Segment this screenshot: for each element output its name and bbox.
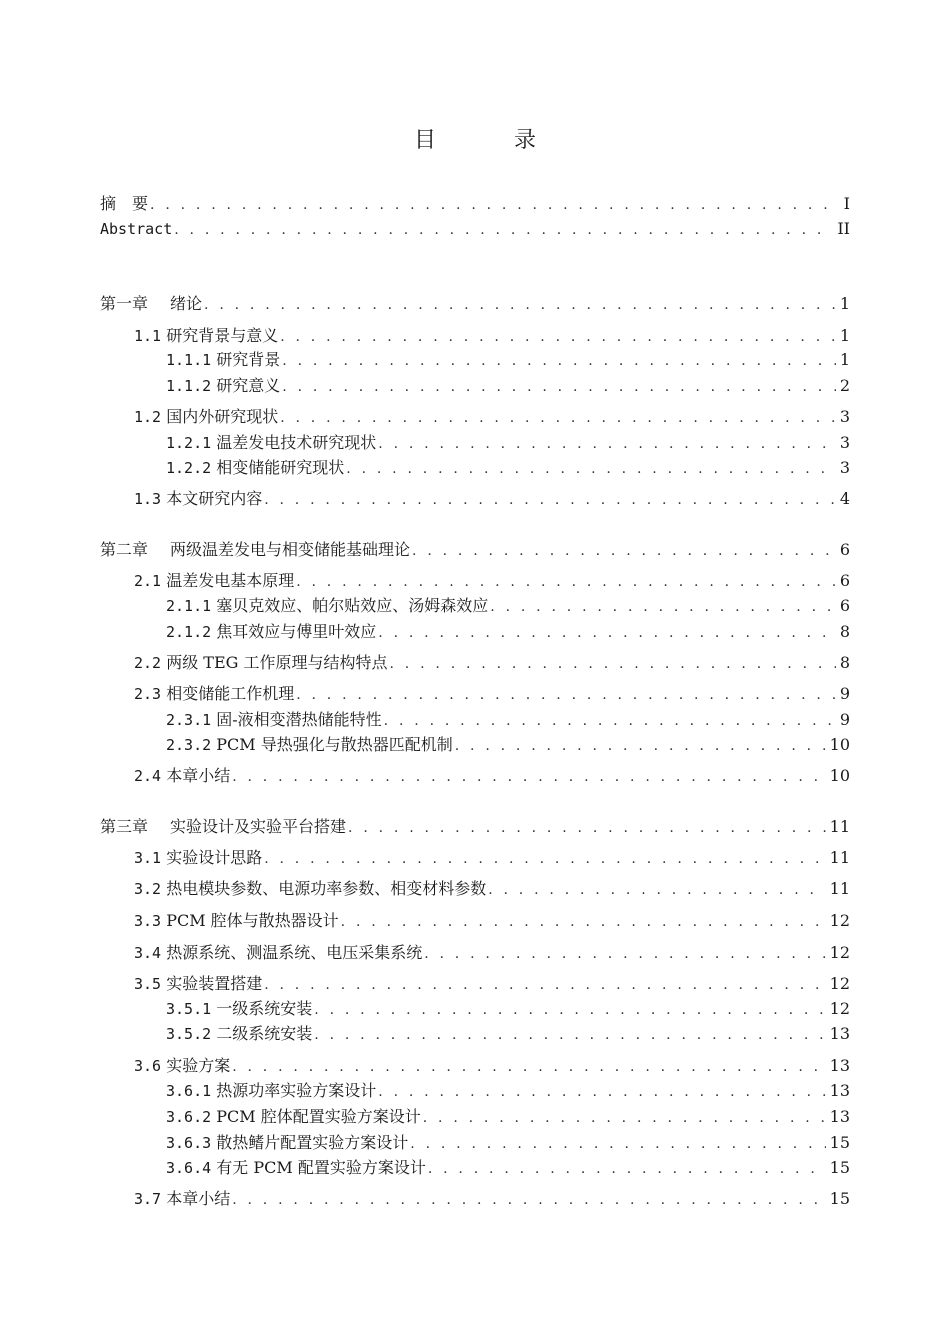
leader-dots — [424, 945, 825, 963]
toc-entry-page: 15 — [829, 1133, 850, 1152]
toc-entry-page: 1 — [839, 350, 850, 369]
toc-entry-page: 6 — [839, 596, 850, 615]
toc-entry-page: 10 — [829, 735, 850, 754]
toc-entry-number: 1.2.2 — [166, 459, 212, 477]
toc-entry-title — [134, 653, 390, 673]
toc-subsection-entry[interactable] — [166, 594, 850, 616]
toc-entry-label: 实验设计及实验平台搭建 — [170, 817, 347, 836]
toc-section-entry[interactable] — [134, 909, 850, 931]
toc-entry-page: 10 — [829, 766, 850, 785]
toc-entry-page: 6 — [839, 540, 850, 559]
toc-entry-label: 固-液相变潜热储能特性 — [216, 710, 382, 729]
toc-entry-title — [100, 817, 348, 837]
leader-dots — [346, 460, 836, 478]
toc-entry-page: 4 — [839, 489, 850, 508]
toc-entry-page: 6 — [839, 571, 850, 590]
leader-dots — [412, 542, 836, 560]
toc-entry-title — [166, 350, 282, 370]
leader-dots — [282, 378, 836, 396]
toc-entry-number: 1.1 — [134, 327, 162, 345]
toc-entry-number: 3.6.4 — [166, 1159, 212, 1177]
toc-subsection-entry[interactable] — [166, 374, 850, 396]
leader-dots — [428, 1160, 826, 1178]
leader-dots — [455, 737, 826, 755]
toc-entry-number: 1.2 — [134, 408, 162, 426]
toc-entry-title — [166, 710, 384, 730]
leader-dots — [296, 686, 836, 704]
toc-entry-title — [166, 999, 314, 1019]
toc-section-entry[interactable] — [134, 941, 850, 963]
toc-entry-number: 2.2 — [134, 654, 162, 672]
toc-entry-title — [134, 911, 341, 931]
leader-dots — [490, 598, 836, 616]
leader-dots — [264, 491, 836, 509]
toc-entry-title — [134, 489, 264, 509]
toc-entry-abstract-cn[interactable] — [100, 192, 850, 214]
leader-dots — [390, 655, 836, 673]
toc-entry-title — [166, 1158, 428, 1178]
leader-dots — [314, 1001, 825, 1019]
toc-entry-page: 13 — [829, 1081, 850, 1100]
toc-entry-title — [166, 1024, 314, 1044]
toc-entry-page: 13 — [829, 1056, 850, 1075]
toc-entry-number: 3.3 — [134, 912, 162, 930]
toc-entry-number: 2.4 — [134, 767, 162, 785]
toc-entry-title — [134, 943, 424, 963]
leader-dots — [378, 435, 836, 453]
toc-entry-title — [166, 376, 282, 396]
toc-entry-title — [166, 735, 455, 755]
toc-chapter-entry[interactable] — [100, 815, 850, 837]
toc-entry-label: 实验装置搭建 — [166, 974, 263, 993]
toc-entry-number: 第三章 — [100, 817, 149, 836]
toc-entry-title — [134, 848, 264, 868]
toc-entry-number: 3.7 — [134, 1190, 162, 1208]
toc-subsection-entry[interactable] — [166, 456, 850, 478]
toc-subsection-entry[interactable] — [166, 431, 850, 453]
toc-entry-page: 3 — [839, 433, 850, 452]
toc-entry-label: PCM 腔体与散热器设计 — [166, 911, 339, 930]
toc-entry-number: 2.3.2 — [166, 736, 212, 754]
toc-entry-page: 8 — [839, 622, 850, 641]
toc-entry-number: 3.6 — [134, 1057, 162, 1075]
toc-entry-label: 实验设计思路 — [166, 848, 263, 867]
leader-dots — [174, 221, 833, 239]
toc-entry-label: 热源系统、测温系统、电压采集系统 — [166, 943, 423, 962]
toc-entry-number: 3.6.3 — [166, 1134, 212, 1152]
toc-entry-label: 两级温差发电与相变储能基础理论 — [170, 540, 411, 559]
toc-entry-number: 1.2.1 — [166, 434, 212, 452]
toc-subsection-entry[interactable] — [166, 348, 850, 370]
leader-dots — [296, 573, 836, 591]
toc-entry-number: 3.5.1 — [166, 1000, 212, 1018]
toc-entry-number: 1.1.1 — [166, 351, 212, 369]
leader-dots — [280, 328, 836, 346]
toc-entry-label: 本文研究内容 — [166, 489, 263, 508]
toc-entry-number: 2.1 — [134, 572, 162, 590]
toc-entry-page: 3 — [839, 407, 850, 426]
toc-entry-label: 相变储能工作机理 — [166, 684, 295, 703]
toc-entry-label: 绪论 — [170, 294, 203, 313]
toc-entry-label: 本章小结 — [166, 1189, 231, 1208]
toc-entry-page: 8 — [839, 653, 850, 672]
toc-entry-number: 3.4 — [134, 944, 162, 962]
toc-section-entry[interactable] — [134, 1054, 850, 1076]
leader-dots — [264, 850, 825, 868]
toc-entry-label: 有无 PCM 配置实验方案设计 — [216, 1158, 426, 1177]
toc-entry-title — [134, 407, 280, 427]
toc-entry-label: 热源功率实验方案设计 — [216, 1081, 377, 1100]
leader-dots — [378, 1083, 825, 1101]
toc-entry-label: 一级系统安装 — [216, 999, 313, 1018]
toc-chapter-entry[interactable] — [100, 538, 850, 560]
toc-entry-title — [166, 622, 378, 642]
toc-chapter-entry[interactable] — [100, 292, 850, 314]
toc-entry-number: 1.1.2 — [166, 377, 212, 395]
leader-dots — [204, 296, 836, 314]
toc-subsection-entry[interactable] — [166, 620, 850, 642]
leader-dots — [348, 819, 826, 837]
toc-entry-title — [166, 1107, 423, 1127]
toc-entry-label: 实验方案 — [166, 1056, 231, 1075]
toc-entry-label: 温差发电技术研究现状 — [216, 433, 377, 452]
toc-entry-page: 11 — [829, 817, 850, 836]
toc-subsection-entry[interactable] — [166, 708, 850, 730]
toc-entry-number: 3.6.2 — [166, 1108, 212, 1126]
toc-section-entry[interactable] — [134, 569, 850, 591]
toc-section-entry[interactable] — [134, 682, 850, 704]
toc-entry-title — [166, 433, 378, 453]
toc-entry-title — [134, 326, 280, 346]
toc-entry-label: Abstract — [100, 220, 173, 238]
toc-entry-page: 9 — [839, 684, 850, 703]
toc-section-entry[interactable] — [134, 405, 850, 427]
leader-dots — [314, 1026, 825, 1044]
leader-dots — [488, 881, 825, 899]
toc-entry-label: 摘 要 — [100, 194, 149, 213]
toc-entry-label: 相变储能研究现状 — [216, 458, 345, 477]
leader-dots — [150, 196, 836, 214]
toc-entry-label: 研究背景 — [216, 350, 281, 369]
toc-subsection-entry[interactable] — [166, 1156, 850, 1178]
toc-entry-number: 3.6.1 — [166, 1082, 212, 1100]
toc-entry-title — [100, 540, 412, 560]
toc-entry-title — [134, 974, 264, 994]
page-title: 目 录 — [413, 128, 564, 153]
toc-entry-title — [134, 879, 488, 899]
toc-entry-page: 13 — [829, 1024, 850, 1043]
toc-entry-page: 11 — [829, 848, 850, 867]
toc-section-entry[interactable] — [134, 1187, 850, 1209]
toc-entry-label: PCM 导热强化与散热器匹配机制 — [216, 735, 453, 754]
toc-entry-number: 第二章 — [100, 540, 149, 559]
leader-dots — [232, 1058, 825, 1076]
toc-entry-number: 3.1 — [134, 849, 162, 867]
toc-section-entry[interactable] — [134, 487, 850, 509]
toc-subsection-entry[interactable] — [166, 733, 850, 755]
toc-entry-number: 3.5.2 — [166, 1025, 212, 1043]
toc-entry-page: 2 — [839, 376, 850, 395]
toc-entry-page: 12 — [829, 999, 850, 1018]
toc-entry-label: 本章小结 — [166, 766, 231, 785]
toc-entry-page: 3 — [839, 458, 850, 477]
toc-entry-page: 1 — [839, 294, 850, 313]
toc-entry-page: 1 — [839, 326, 850, 345]
toc-entry-title — [134, 571, 296, 591]
toc-entry-number: 2.1.1 — [166, 597, 212, 615]
leader-dots — [384, 712, 836, 730]
toc-entry-number: 2.3 — [134, 685, 162, 703]
toc-entry-abstract-en[interactable] — [100, 217, 850, 239]
leader-dots — [232, 1191, 825, 1209]
toc-entry-number: 3.2 — [134, 880, 162, 898]
toc-entry-title — [100, 294, 204, 314]
toc-entry-number: 2.3.1 — [166, 711, 212, 729]
toc-entry-page: 11 — [829, 879, 850, 898]
toc-subsection-entry[interactable] — [166, 997, 850, 1019]
toc-entry-label: 温差发电基本原理 — [166, 571, 295, 590]
leader-dots — [264, 976, 825, 994]
toc-entry-title — [134, 1189, 232, 1209]
leader-dots — [378, 624, 836, 642]
toc-entry-label: 散热鳍片配置实验方案设计 — [216, 1133, 409, 1152]
leader-dots — [423, 1109, 826, 1127]
toc-entry-page: 12 — [829, 943, 850, 962]
toc-entry-page: 15 — [829, 1189, 850, 1208]
toc-section-entry[interactable] — [134, 324, 850, 346]
toc-entry-title — [166, 1133, 410, 1153]
leader-dots — [232, 768, 825, 786]
toc-entry-label: 国内外研究现状 — [166, 407, 279, 426]
toc-entry-title — [134, 766, 232, 786]
toc-entry-page: I — [843, 194, 850, 213]
toc-entry-label: 塞贝克效应、帕尔贴效应、汤姆森效应 — [216, 596, 489, 615]
toc-subsection-entry[interactable] — [166, 1022, 850, 1044]
toc-entry-page: II — [837, 219, 850, 238]
toc-entry-title — [166, 458, 346, 478]
toc-subsection-entry[interactable] — [166, 1131, 850, 1153]
leader-dots — [282, 352, 836, 370]
leader-dots — [341, 913, 826, 931]
toc-subsection-entry[interactable] — [166, 1079, 850, 1101]
toc-subsection-entry[interactable] — [166, 1105, 850, 1127]
toc-entry-title — [166, 596, 490, 616]
toc-entry-number: 3.5 — [134, 975, 162, 993]
toc-entry-title — [134, 1056, 232, 1076]
toc-entry-label: 研究背景与意义 — [166, 326, 279, 345]
toc-entry-label: PCM 腔体配置实验方案设计 — [216, 1107, 421, 1126]
toc-section-entry[interactable] — [134, 972, 850, 994]
leader-dots — [410, 1135, 825, 1153]
toc-section-entry[interactable] — [134, 764, 850, 786]
toc-entry-title — [166, 1081, 378, 1101]
toc-entry-number: 第一章 — [100, 294, 149, 313]
toc-entry-label: 焦耳效应与傅里叶效应 — [216, 622, 377, 641]
toc-entry-page: 15 — [829, 1158, 850, 1177]
toc-entry-page: 12 — [829, 974, 850, 993]
toc-entry-number: 1.3 — [134, 490, 162, 508]
toc-entry-page: 12 — [829, 911, 850, 930]
toc-entry-label: 二级系统安装 — [216, 1024, 313, 1043]
toc-entry-page: 13 — [829, 1107, 850, 1126]
toc-entry-label: 两级 TEG 工作原理与结构特点 — [166, 653, 388, 672]
toc-entry-number: 2.1.2 — [166, 623, 212, 641]
toc-section-entry[interactable] — [134, 846, 850, 868]
toc-section-entry[interactable] — [134, 877, 850, 899]
toc-section-entry[interactable] — [134, 651, 850, 673]
leader-dots — [280, 409, 836, 427]
toc-entry-label: 研究意义 — [216, 376, 281, 395]
toc-entry-page: 9 — [839, 710, 850, 729]
toc-entry-title — [134, 684, 296, 704]
toc-entry-label: 热电模块参数、电源功率参数、相变材料参数 — [166, 879, 487, 898]
